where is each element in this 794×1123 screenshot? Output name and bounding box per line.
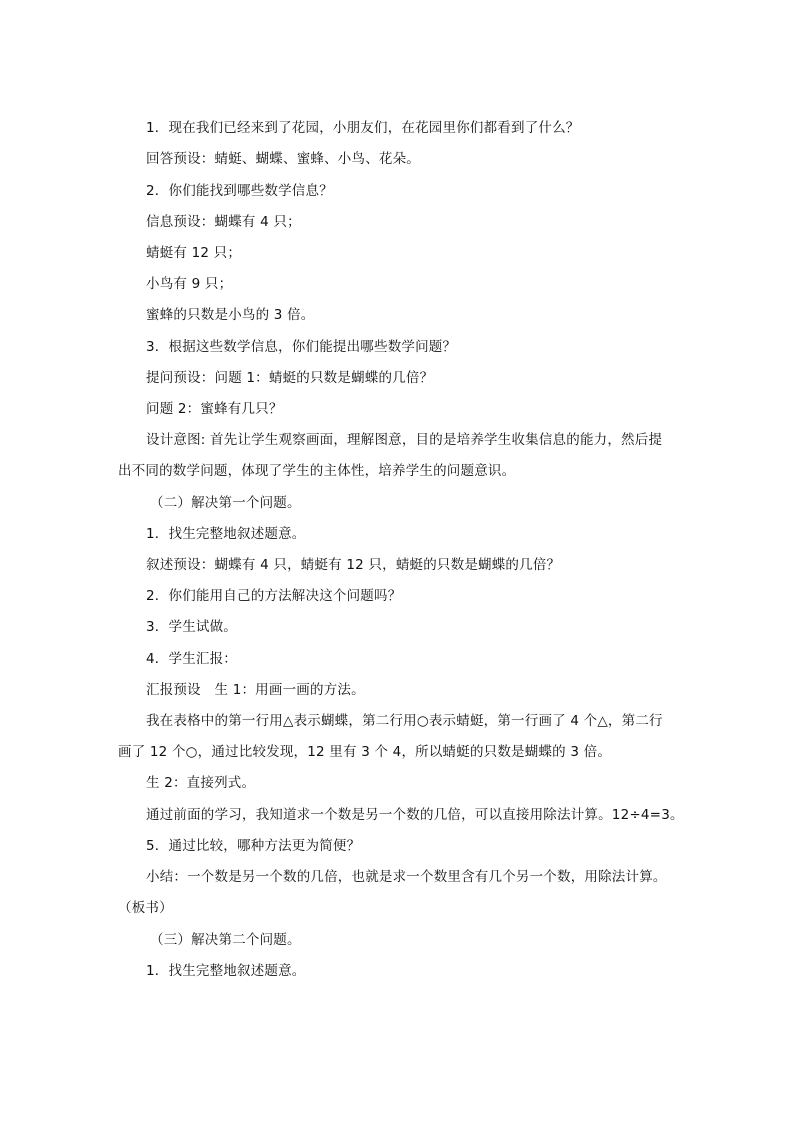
section-2-heading: （二）解决第一个问题。 [150, 495, 301, 511]
step-3-try: 3．学生试做。 [146, 619, 237, 635]
info-bird: 小鸟有 9 只； [146, 276, 233, 292]
step-4-report: 4．学生汇报： [146, 651, 237, 667]
info-dragonfly: 蜻蜓有 12 只； [146, 245, 242, 261]
question-preset-1: 提问预设：问题 1：蜻蜓的只数是蝴蝶的几倍？ [146, 370, 434, 386]
student-2-method: 生 2：直接列式。 [146, 775, 256, 791]
design-intent-line-1: 设计意图: 首先让学生观察画面，理解图意，目的是培养学生收集信息的能力，然后提 [146, 432, 663, 448]
answer-preset: 回答预设：蜻蜓、蝴蝶、蜜蜂、小鸟、花朵。 [146, 151, 420, 167]
division-method: 通过前面的学习，我知道求一个数是另一个数的几倍，可以直接用除法计算。12÷4=3。 [146, 807, 684, 823]
question-3: 3．根据这些数学信息，你们能提出哪些数学问题？ [146, 339, 457, 355]
summary-line-1: 小结：一个数是另一个数的几倍，也就是求一个数里含有几个另一个数，用除法计算。 [146, 869, 667, 885]
drawing-method-line-1: 我在表格中的第一行用△表示蝴蝶，第二行用○表示蜻蜓，第一行画了 4 个△，第二行 [146, 713, 663, 729]
question-1: 1．现在我们已经来到了花园，小朋友们，在花园里你们都看到了什么？ [146, 120, 580, 136]
step-1-restate: 1．找生完整地叙述题意。 [146, 526, 306, 542]
section-3-heading: （三）解决第二个问题。 [150, 932, 301, 948]
restate-preset: 叙述预设：蝴蝶有 4 只，蜻蜓有 12 只，蜻蜓的只数是蝴蝶的几倍？ [146, 557, 561, 573]
drawing-method-line-2: 画了 12 个○，通过比较发现，12 里有 3 个 4，所以蜻蜓的只数是蝴蝶的 3 倍。 [118, 744, 612, 760]
step-5-compare: 5．通过比较，哪种方法更为简便？ [146, 838, 361, 854]
step-2-own-method: 2．你们能用自己的方法解决这个问题吗？ [146, 588, 402, 604]
summary-line-2: （板书） [118, 900, 173, 916]
report-preset: 汇报预设 生 1：用画一画的方法。 [146, 682, 365, 698]
section-3-step-1: 1．找生完整地叙述题意。 [146, 963, 306, 979]
info-preset: 信息预设：蝴蝶有 4 只； [146, 214, 301, 230]
info-bee: 蜜蜂的只数是小鸟的 3 倍。 [146, 307, 315, 323]
question-2: 2．你们能找到哪些数学信息？ [146, 183, 333, 199]
design-intent-line-2: 出不同的数学问题，体现了学生的主体性，培养学生的问题意识。 [118, 463, 516, 479]
question-preset-2: 问题 2：蜜蜂有几只？ [146, 401, 283, 417]
